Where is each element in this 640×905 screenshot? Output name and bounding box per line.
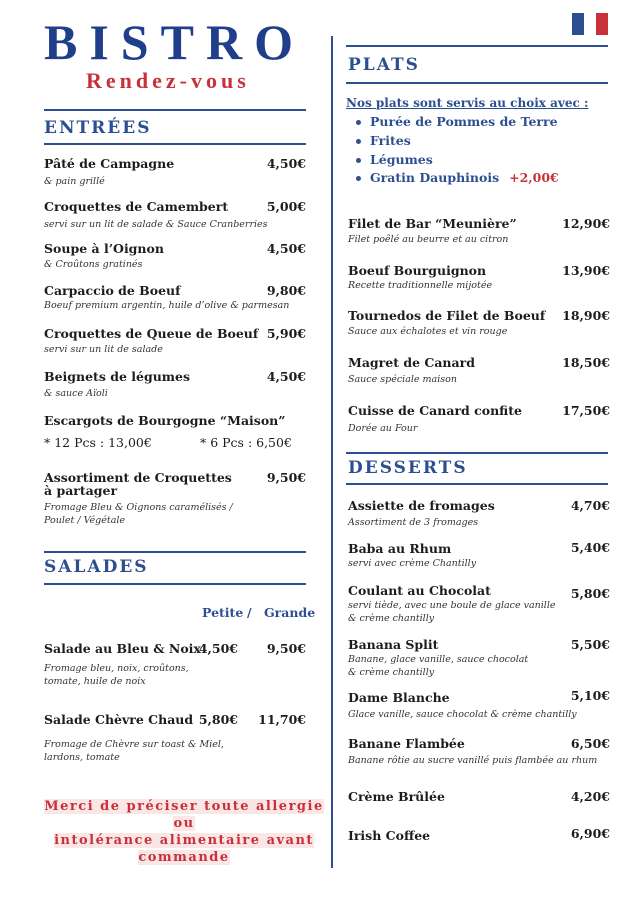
salade-desc-line2: tomate, huile de noix xyxy=(44,676,146,687)
assortiment-desc-line2: Poulet / Végétale xyxy=(44,515,126,526)
plat-desc: Dorée au Four xyxy=(348,423,418,434)
salade-large-price: 11,70€ xyxy=(258,712,306,727)
dessert-name: Banane Flambée xyxy=(348,736,465,751)
plats-top-rule xyxy=(346,45,608,47)
entree-name: Croquettes de Queue de Boeuf xyxy=(44,326,259,341)
entree-price: 4,50€ xyxy=(266,156,306,171)
restaurant-subtitle: Rendez-vous xyxy=(86,68,250,93)
entree-price: 9,80€ xyxy=(266,283,306,298)
assortiment-price: 9,50€ xyxy=(266,470,306,485)
bullet-icon xyxy=(356,158,361,163)
plat-desc: Recette traditionnelle mijotée xyxy=(348,280,493,291)
dessert-name: Coulant au Chocolat xyxy=(348,583,491,598)
allergy-notice xyxy=(44,798,324,866)
entree-desc: Boeuf premium argentin, huile d’olive & parmesan xyxy=(44,300,290,311)
dessert-desc-line1: servi tiède, avec une boule de glace vanille xyxy=(348,600,556,611)
bullet-icon xyxy=(356,139,361,144)
assortiment-desc-line1: Fromage Bleu & Oignons caramélisés / xyxy=(44,502,233,513)
dessert-price: 6,50€ xyxy=(570,736,610,751)
sides-note-title: Nos plats sont servis au choix avec : xyxy=(346,96,589,110)
plat-price: 18,50€ xyxy=(562,355,610,370)
entree-name: Soupe à l’Oignon xyxy=(44,241,164,256)
dessert-name: Dame Blanche xyxy=(348,690,450,705)
size-separator: / xyxy=(247,605,252,620)
entree-desc: servi sur un lit de salade & Sauce Cranberries xyxy=(44,219,268,230)
entree-price: 5,90€ xyxy=(266,326,306,341)
side-extra-price: +2,00€ xyxy=(509,170,559,185)
salade-small-price: 5,80€ xyxy=(198,712,238,727)
plat-price: 18,90€ xyxy=(562,308,610,323)
salade-name: Salade Chèvre Chaud xyxy=(44,712,194,727)
dessert-name: Banana Split xyxy=(348,637,439,652)
allergy-line2: intolérance alimentaire avant xyxy=(54,833,314,848)
escargots-12-option: * 12 Pcs : 13,00€ xyxy=(44,435,152,450)
escargots-6-option: * 6 Pcs : 6,50€ xyxy=(200,435,292,450)
dessert-name: Baba au Rhum xyxy=(348,541,452,556)
plat-name: Cuisse de Canard confite xyxy=(348,403,522,418)
dessert-desc-line1: Banane, glace vanille, sauce chocolat xyxy=(348,654,529,665)
plats-bottom-rule xyxy=(346,82,608,84)
side-item: Frites xyxy=(356,133,411,148)
bullet-icon xyxy=(356,120,361,125)
dessert-price: 4,20€ xyxy=(570,789,610,804)
entree-desc: & sauce Aïoli xyxy=(44,388,108,399)
dessert-desc-line1: Assortiment de 3 fromages xyxy=(348,517,479,528)
side-item: Gratin Dauphinois +2,00€ xyxy=(356,170,559,185)
salade-desc-line1: Fromage bleu, noix, croûtons, xyxy=(44,663,189,674)
entree-desc: servi sur un lit de salade xyxy=(44,344,163,355)
assortiment-name-line2: à partager xyxy=(44,483,118,498)
entree-desc: & Croûtons gratinés xyxy=(44,259,143,270)
entree-name: Carpaccio de Boeuf xyxy=(44,283,181,298)
entree-name: Beignets de légumes xyxy=(44,369,191,384)
entree-name: Pâté de Campagne xyxy=(44,156,175,171)
dessert-price: 5,10€ xyxy=(570,688,610,703)
entrees-top-rule xyxy=(44,109,306,111)
plat-price: 13,90€ xyxy=(562,263,610,278)
salade-large-price: 9,50€ xyxy=(266,641,306,656)
salade-name: Salade au Bleu & Noix xyxy=(44,641,201,656)
dessert-desc-line1: Glace vanille, sauce chocolat & crème chantilly xyxy=(348,709,577,720)
entree-price: 4,50€ xyxy=(266,241,306,256)
assortiment-name-line1: Assortiment de Croquettes xyxy=(44,470,232,485)
dessert-price: 5,50€ xyxy=(570,637,610,652)
side-item: Légumes xyxy=(356,152,433,167)
entrees-bottom-rule xyxy=(44,143,306,145)
plat-desc: Sauce aux échalotes et vin rouge xyxy=(348,326,508,337)
size-small-header: Petite xyxy=(202,605,244,620)
salades-top-rule xyxy=(44,551,306,553)
salades-title: SALADES xyxy=(44,557,149,577)
dessert-name: Crème Brûlée xyxy=(348,789,445,804)
plat-name: Magret de Canard xyxy=(348,355,475,370)
french-flag-icon xyxy=(572,13,608,35)
plat-name: Boeuf Bourguignon xyxy=(348,263,487,278)
restaurant-name: BISTRO xyxy=(44,14,305,70)
dessert-desc-line1: Banane rôtie au sucre vanillé puis flambée au rhum xyxy=(348,755,598,766)
dessert-desc-line1: servi avec crème Chantilly xyxy=(348,558,477,569)
entree-name: Croquettes de Camembert xyxy=(44,199,229,214)
plat-price: 12,90€ xyxy=(562,216,610,231)
entree-price: 4,50€ xyxy=(266,369,306,384)
dessert-price: 6,90€ xyxy=(570,826,610,841)
column-divider xyxy=(331,36,333,868)
bullet-icon xyxy=(356,176,361,181)
dessert-price: 5,40€ xyxy=(570,540,610,555)
plat-name: Tournedos de Filet de Boeuf xyxy=(348,308,546,323)
side-item: Purée de Pommes de Terre xyxy=(356,114,558,129)
plat-desc: Filet poêlé au beurre et au citron xyxy=(348,234,509,245)
allergy-line1: Merci de préciser toute allergie ou xyxy=(44,799,324,831)
allergy-line3: commande xyxy=(138,850,230,865)
salade-desc-line2: lardons, tomate xyxy=(44,752,120,763)
size-large-header: Grande xyxy=(264,605,316,620)
desserts-bottom-rule xyxy=(346,483,608,485)
dessert-price: 4,70€ xyxy=(570,498,610,513)
escargots-name: Escargots de Bourgogne “Maison” xyxy=(44,413,286,428)
dessert-desc-line2: & crème chantilly xyxy=(348,667,435,678)
dessert-price: 5,80€ xyxy=(570,586,610,601)
desserts-top-rule xyxy=(346,452,608,454)
plat-desc: Sauce spéciale maison xyxy=(348,374,457,385)
plat-name: Filet de Bar “Meunière” xyxy=(348,216,517,231)
salades-bottom-rule xyxy=(44,583,306,585)
dessert-name: Assiette de fromages xyxy=(348,498,495,513)
entrees-title: ENTRÉES xyxy=(44,118,152,138)
entree-price: 5,00€ xyxy=(266,199,306,214)
entree-desc: & pain grillé xyxy=(44,176,105,187)
salade-small-price: 4,50€ xyxy=(198,641,238,656)
plats-title: PLATS xyxy=(348,55,420,75)
desserts-title: DESSERTS xyxy=(348,458,468,478)
dessert-name: Irish Coffee xyxy=(348,828,431,843)
plat-price: 17,50€ xyxy=(562,403,610,418)
dessert-desc-line2: & crème chantilly xyxy=(348,613,435,624)
salade-desc-line1: Fromage de Chèvre sur toast & Miel, xyxy=(44,739,224,750)
